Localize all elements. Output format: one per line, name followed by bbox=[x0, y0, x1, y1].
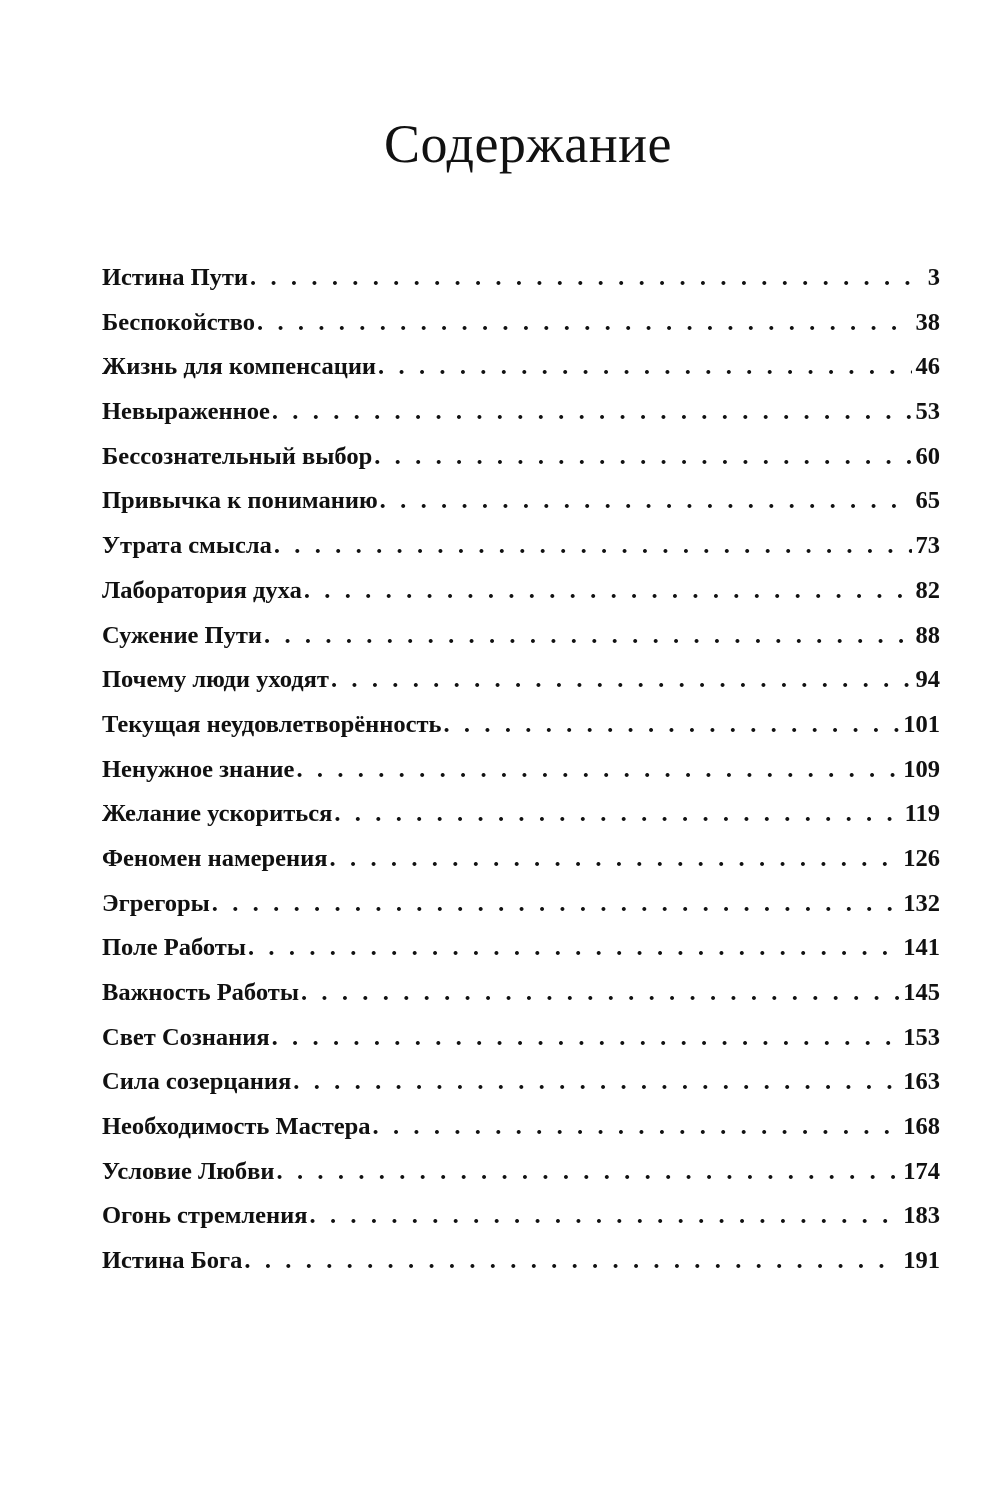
toc-entry-title: Феномен намерения bbox=[102, 844, 328, 872]
toc-entry bbox=[102, 577, 940, 622]
dot-leader bbox=[380, 487, 912, 515]
dot-leader bbox=[296, 756, 899, 784]
toc-entry bbox=[102, 1158, 940, 1203]
toc-entry-title: Привычка к пониманию bbox=[102, 487, 378, 515]
dot-leader bbox=[304, 577, 912, 605]
toc-entry bbox=[102, 756, 940, 801]
toc-entry-page: 38 bbox=[915, 308, 940, 336]
dot-leader bbox=[272, 398, 912, 426]
toc-entry-title: Сужение Пути bbox=[102, 621, 263, 649]
toc-entry-title: Утрата смысла bbox=[102, 532, 272, 560]
dot-leader bbox=[301, 979, 899, 1007]
toc-entry-page: 94 bbox=[915, 666, 940, 694]
toc-entry-page: 141 bbox=[903, 934, 940, 962]
toc-entry-title: Бессознательный выбор bbox=[102, 442, 373, 470]
toc-entry bbox=[102, 666, 940, 711]
toc-entry bbox=[102, 890, 940, 935]
toc-entry bbox=[102, 1202, 940, 1247]
toc-entry-page: 174 bbox=[903, 1157, 940, 1185]
dot-leader bbox=[277, 1158, 900, 1186]
dot-leader bbox=[334, 800, 900, 828]
toc-entry bbox=[102, 979, 940, 1024]
toc-entry-title: Свет Сознания bbox=[102, 1023, 270, 1051]
toc-entry-title: Ненужное знание bbox=[102, 755, 295, 783]
toc-entry-page: 191 bbox=[903, 1247, 940, 1275]
toc-entry-title: Почему люди уходят bbox=[102, 666, 329, 694]
toc-entry-title: Жизнь для компенсации bbox=[102, 353, 377, 381]
toc-entry bbox=[102, 1024, 940, 1069]
toc-entry bbox=[102, 1068, 940, 1113]
dot-leader bbox=[378, 353, 911, 381]
toc-entry-page: 145 bbox=[903, 979, 940, 1006]
toc-entry-title: Эгрегоры bbox=[102, 889, 210, 917]
toc-entry-title: Важность Работы bbox=[102, 979, 299, 1006]
toc-entry-page: 60 bbox=[915, 442, 940, 470]
toc-entry bbox=[102, 443, 940, 488]
dot-leader bbox=[248, 934, 899, 962]
toc-entry-page: 183 bbox=[903, 1202, 940, 1230]
toc-entry bbox=[102, 934, 940, 979]
dot-leader bbox=[264, 622, 911, 650]
toc-entry-page: 168 bbox=[903, 1113, 940, 1141]
toc-entry-page: 3 bbox=[927, 264, 940, 291]
toc-entry-page: 53 bbox=[915, 398, 940, 426]
toc-entry-page: 126 bbox=[903, 844, 940, 872]
dot-leader bbox=[330, 845, 900, 873]
toc-entry-title: Сила созерцания bbox=[102, 1068, 292, 1096]
dot-leader bbox=[272, 1024, 900, 1052]
toc-entry-title: Поле Работы bbox=[102, 934, 246, 962]
dot-leader bbox=[244, 1247, 899, 1275]
toc-entry-title: Лаборатория духа bbox=[102, 576, 302, 604]
toc-entry-title: Желание ускориться bbox=[102, 800, 333, 828]
dot-leader bbox=[293, 1068, 899, 1096]
dot-leader bbox=[374, 443, 911, 471]
toc-entry bbox=[102, 532, 940, 577]
toc-entry bbox=[102, 711, 940, 756]
dot-leader bbox=[212, 890, 899, 918]
table-of-contents bbox=[102, 264, 940, 1292]
dot-leader bbox=[310, 1202, 900, 1230]
toc-entry-title: Истина Бога bbox=[102, 1247, 243, 1275]
dot-leader bbox=[257, 309, 912, 337]
toc-entry-page: 46 bbox=[915, 353, 940, 381]
toc-entry-page: 119 bbox=[904, 800, 940, 828]
toc-entry bbox=[102, 622, 940, 667]
toc-entry-title: Условие Любви bbox=[102, 1157, 275, 1185]
toc-entry bbox=[102, 1247, 940, 1292]
toc-entry-page: 132 bbox=[903, 889, 940, 917]
dot-leader bbox=[250, 264, 924, 292]
toc-entry bbox=[102, 800, 940, 845]
toc-entry-title: Истина Пути bbox=[102, 264, 249, 291]
toc-entry bbox=[102, 845, 940, 890]
toc-entry-title: Необходимость Мастера bbox=[102, 1113, 371, 1141]
toc-entry-page: 153 bbox=[903, 1023, 940, 1051]
dot-leader bbox=[373, 1113, 900, 1141]
toc-entry-page: 73 bbox=[915, 532, 940, 560]
toc-entry-page: 82 bbox=[915, 576, 940, 604]
dot-leader bbox=[443, 711, 899, 739]
toc-entry-page: 88 bbox=[915, 621, 940, 649]
toc-entry-page: 163 bbox=[903, 1068, 940, 1096]
toc-entry-page: 109 bbox=[903, 755, 940, 783]
toc-entry-title: Невыраженное bbox=[102, 398, 270, 426]
toc-entry-title: Огонь стремления bbox=[102, 1202, 308, 1230]
toc-entry-title: Беспокойство bbox=[102, 308, 255, 336]
dot-leader bbox=[274, 532, 912, 560]
toc-entry-page: 65 bbox=[915, 487, 940, 515]
toc-entry-page: 101 bbox=[903, 710, 940, 738]
toc-entry-title: Текущая неудовлетворённость bbox=[102, 710, 442, 738]
toc-entry bbox=[102, 264, 940, 309]
toc-entry bbox=[102, 353, 940, 398]
toc-entry bbox=[102, 1113, 940, 1158]
toc-entry bbox=[102, 487, 940, 532]
dot-leader bbox=[331, 666, 912, 694]
page-title: Содержание bbox=[384, 114, 672, 174]
toc-entry bbox=[102, 309, 940, 354]
toc-entry bbox=[102, 398, 940, 443]
